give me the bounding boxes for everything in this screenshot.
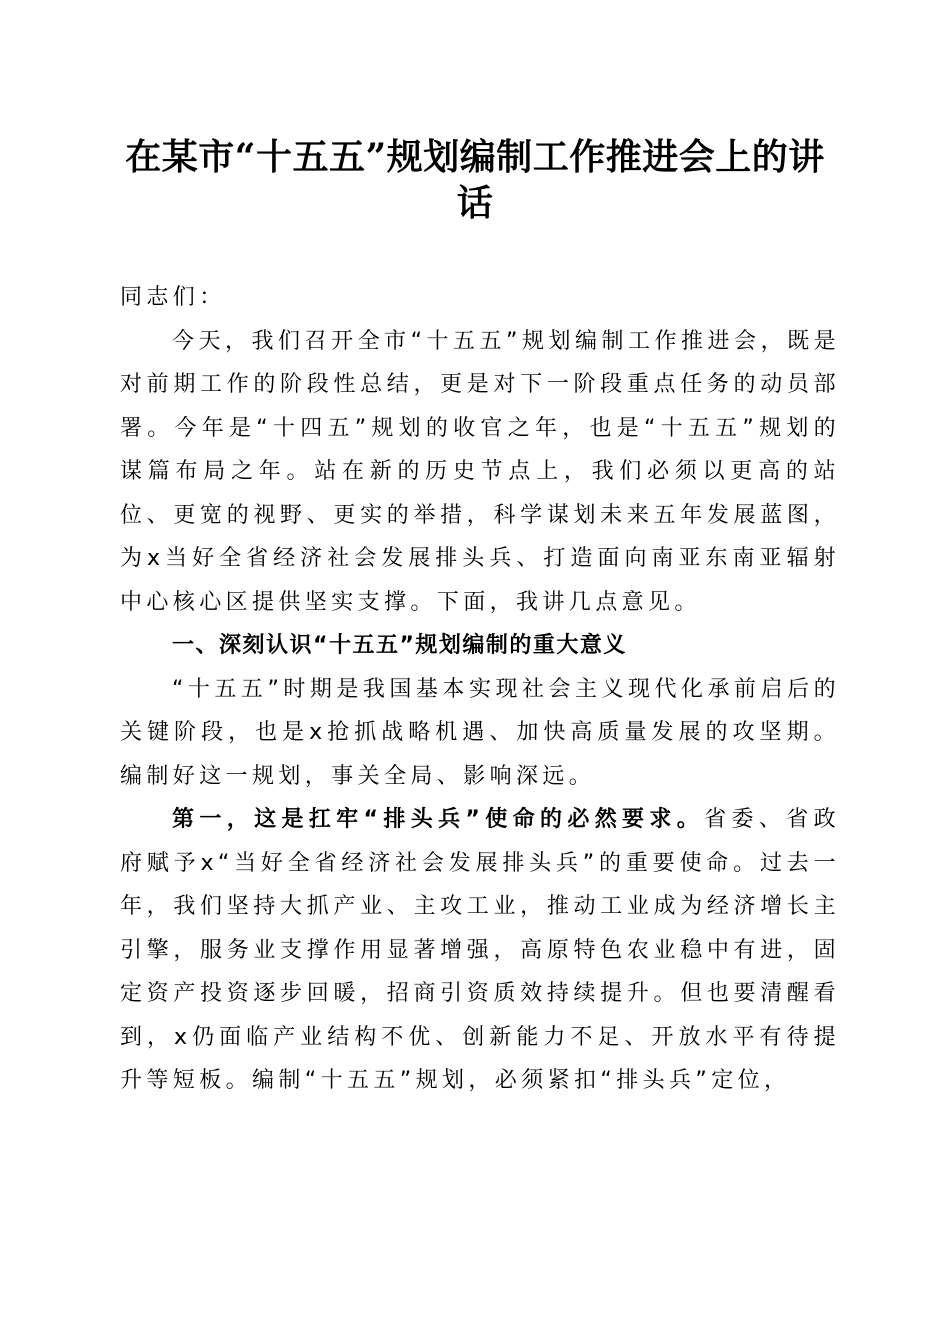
paragraph-opening: 今天，我们召开全市“十五五”规划编制工作推进会，既是对前期工作的阶段性总结，更是对下一阶段重点任务的动员部署。今年是“十四五”规划的收官之年，也是“十五五”规划的谋篇布局之年。站在新的历史节点上，我们必须以更高的站位、更宽的视野、更实的举措，科学谋划未来五年发展蓝图，为x当好全省经济社会发展排头兵、打造面向南亚东南亚辐射中心核心区提供坚实支撑。下面，我讲几点意见。 — [120, 328, 840, 615]
salutation: 同志们： — [120, 285, 226, 310]
first-point-emphasis: 第一，这是扛牢“排头兵”使命的必然要求。 — [172, 807, 705, 832]
paragraph-significance: “十五五”时期是我国基本实现社会主义现代化承前启后的关键阶段，也是x抢抓战略机遇、加快高质量发展的攻坚期。编制好这一规划，事关全局、影响深远。 — [120, 676, 840, 789]
first-point-text: 省委、省政府赋予x“当好全省经济社会发展排头兵”的重要使命。过去一年，我们坚持大抓产业、主攻工业，推动工业成为经济增长主引擎，服务业支撑作用显著增强，高原特色农业稳中有进，固定资产投资逐步回暖，招商引资质效持续提升。但也要清醒看到，x仍面临产业结构不优、创新能力不足、开放水平有待提升等短板。编制“十五五”规划，必须紧扣“排头兵”定位， — [120, 807, 840, 1093]
paragraph-first-point — [120, 798, 840, 1103]
section-heading-1: 一、深刻认识“十五五”规划编制的重大意义 — [172, 633, 627, 658]
document-body — [120, 276, 840, 1103]
document-title: 在某市“十五五”规划编制工作推进会上的讲话 — [125, 136, 825, 224]
